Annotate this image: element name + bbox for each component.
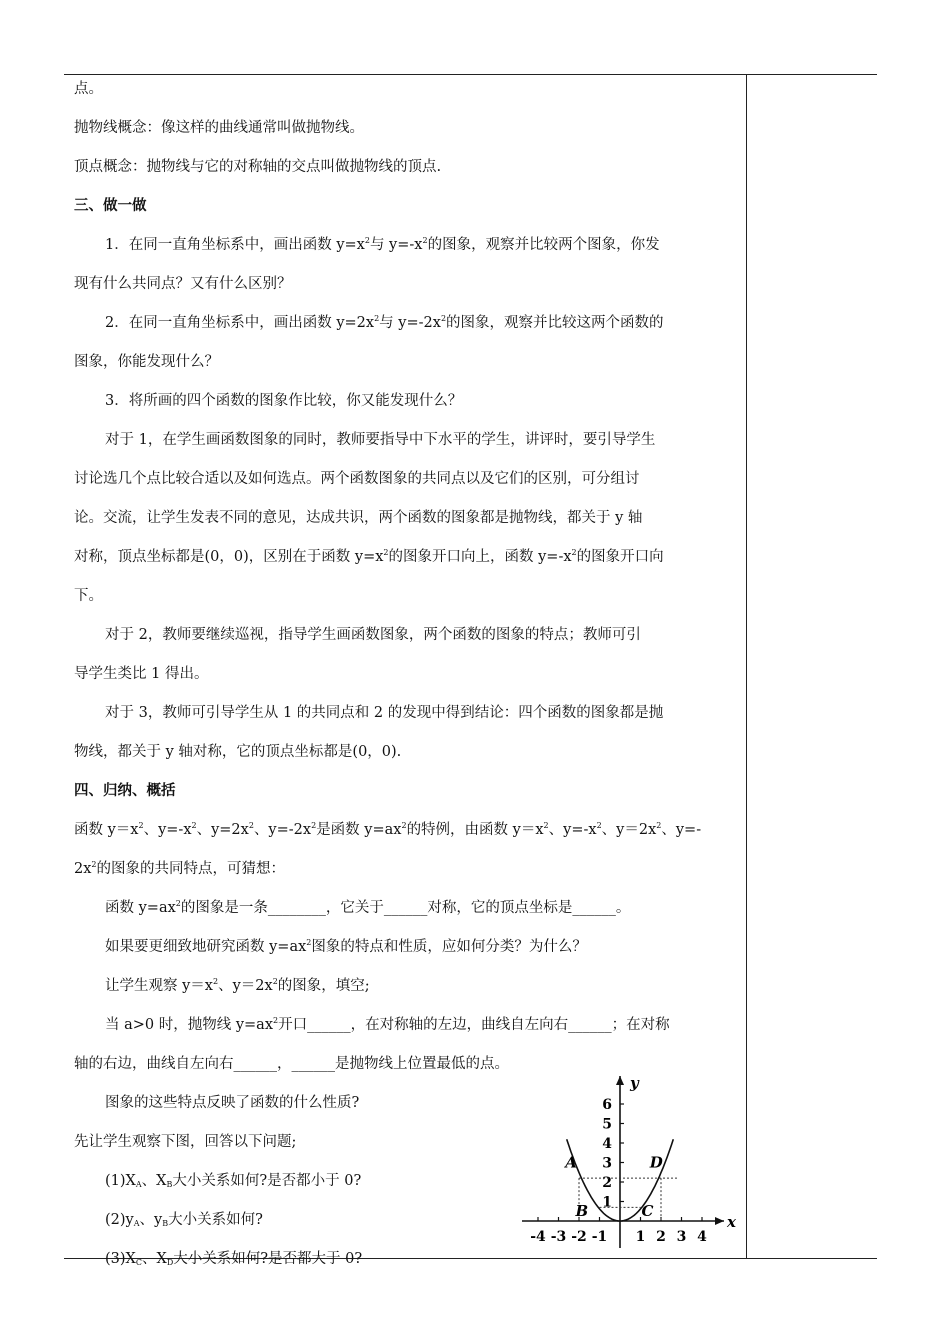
x-tick-label: -1 bbox=[591, 1229, 608, 1245]
x-tick-label: 2 bbox=[656, 1229, 666, 1245]
guide-3-line2: 物线，都关于 y 轴对称，它的顶点坐标都是(0，0). bbox=[74, 744, 402, 760]
y-tick-label: 3 bbox=[602, 1155, 612, 1172]
x-tick-label: 1 bbox=[635, 1229, 646, 1245]
guide-3: 对于 3，教师可引导学生从 1 的共同点和 2 的发现中得到结论：四个函数的图象都是抛 bbox=[105, 705, 664, 721]
guide-1-line4: 对称，顶点坐标都是(0，0)，区别在于函数 $y=x^2$的图象开口向上，函数 $y=-x^2$的图象开口向 bbox=[74, 548, 664, 565]
guide-1-line5: 下。 bbox=[74, 588, 103, 604]
fill-blank-2: 当 a>0 时，抛物线 $y=ax^2$开口______，在对称轴的左边，曲线自左向右______；在对称 bbox=[105, 1016, 670, 1033]
guide-1: 对于 1，在学生画函数图象的同时，教师要指导中下水平的学生，讲评时，要引导学生 bbox=[105, 432, 656, 448]
text-line: 点。 bbox=[74, 81, 103, 97]
guide-2: 对于 2，教师要继续巡视，指导学生画函数图象，两个函数的图象的特点；教师可引 bbox=[105, 627, 641, 643]
x-axis-arrow bbox=[715, 1217, 724, 1225]
point-label: C bbox=[641, 1202, 654, 1221]
fill-blank-1: 函数 $y=ax^2$的图象是一条________，它关于______对称，它的顶点坐标是______。 bbox=[105, 899, 631, 916]
y-tick-label: 4 bbox=[602, 1136, 612, 1152]
column-divider bbox=[746, 74, 747, 1259]
point-label: B bbox=[575, 1202, 589, 1221]
y-axis-arrow bbox=[616, 1076, 624, 1085]
y-axis-label: y bbox=[630, 1074, 639, 1092]
guide-2-line2: 导学生类比 1 得出。 bbox=[74, 666, 209, 682]
question-1: 1．在同一直角坐标系中，画出函数 $y=x^2$与 $y=-x^2$的图象，观察并比较两个图象，你发 bbox=[105, 236, 660, 253]
observe-figure-instruction: 先让学生观察下图，回答以下问题; bbox=[74, 1134, 297, 1150]
x-tick-label: -3 bbox=[550, 1229, 567, 1245]
point-label: A bbox=[565, 1153, 577, 1172]
study-question: 如果要更细致地研究函数 $y=ax^2$图象的特点和性质，应如何分类？为什么？ bbox=[105, 938, 587, 955]
guide-1-line2: 讨论选几个点比较合适以及如何选点。两个函数图象的共同点以及它们的区别，可分组讨 bbox=[74, 471, 640, 487]
x-tick-label: 3 bbox=[676, 1229, 687, 1245]
y-tick-label: 2 bbox=[602, 1175, 612, 1191]
sub-question-3: $(3)X_C$、$X_D$大小关系如何?是否都大于 0? bbox=[105, 1251, 363, 1267]
y-tick-label: 1 bbox=[602, 1194, 612, 1211]
observe-instruction: 让学生观察 $y=x^2$、$y=2x^2$的图象，填空; bbox=[105, 977, 370, 994]
section-heading-4: 四、归纳、概括 bbox=[74, 783, 176, 799]
summary-line2: $2x^2$的图象的共同特点，可猜想： bbox=[74, 860, 285, 877]
sub-question-2: $(2)y_A$、$y_B$大小关系如何? bbox=[105, 1212, 263, 1228]
question-1-cont: 现有什么共同点？又有什么区别？ bbox=[74, 276, 292, 292]
x-tick-label: -4 bbox=[530, 1229, 546, 1245]
fill-blank-2-cont: 轴的右边，曲线自左向右______，______是抛物线上位置最低的点。 bbox=[74, 1056, 509, 1072]
reflect-question: 图象的这些特点反映了函数的什么性质? bbox=[105, 1095, 360, 1111]
point-label: D bbox=[649, 1153, 663, 1172]
vertex-definition: 顶点概念：抛物线与它的对称轴的交点叫做抛物线的顶点. bbox=[74, 159, 442, 175]
y-tick-label: 6 bbox=[602, 1097, 612, 1113]
x-tick-label: -2 bbox=[571, 1229, 587, 1245]
guide-1-line3: 论。交流，让学生发表不同的意见，达成共识，两个函数的图象都是抛物线，都关于 y 轴 bbox=[74, 510, 643, 526]
parabola-graph bbox=[518, 1070, 743, 1252]
section-heading-3: 三、做一做 bbox=[74, 198, 147, 214]
question-3: 3．将所画的四个函数的图象作比较，你又能发现什么？ bbox=[105, 393, 463, 409]
parabola-definition: 抛物线概念：像这样的曲线通常叫做抛物线。 bbox=[74, 120, 364, 136]
y-tick-label: 5 bbox=[602, 1116, 612, 1133]
summary-line1: 函数 $y=x^2$、$y=-x^2$、$y=2x^2$、$y=-2x^2$是函数 $y=ax^2$的特例，由函数 $y=x^2$、$y=-x^2$、$y=2x^2$、y=- bbox=[74, 821, 702, 838]
x-axis-label: x bbox=[727, 1213, 736, 1231]
sub-question-1: $(1)X_A$、$X_B$大小关系如何?是否都小于 0? bbox=[105, 1173, 362, 1189]
question-2: 2．在同一直角坐标系中，画出函数 $y=2x^2$与 $y=-2x^2$的图象，观察并比较这两个函数的 bbox=[105, 314, 664, 331]
x-tick-label: 4 bbox=[697, 1229, 707, 1245]
question-2-cont: 图象，你能发现什么？ bbox=[74, 354, 219, 370]
